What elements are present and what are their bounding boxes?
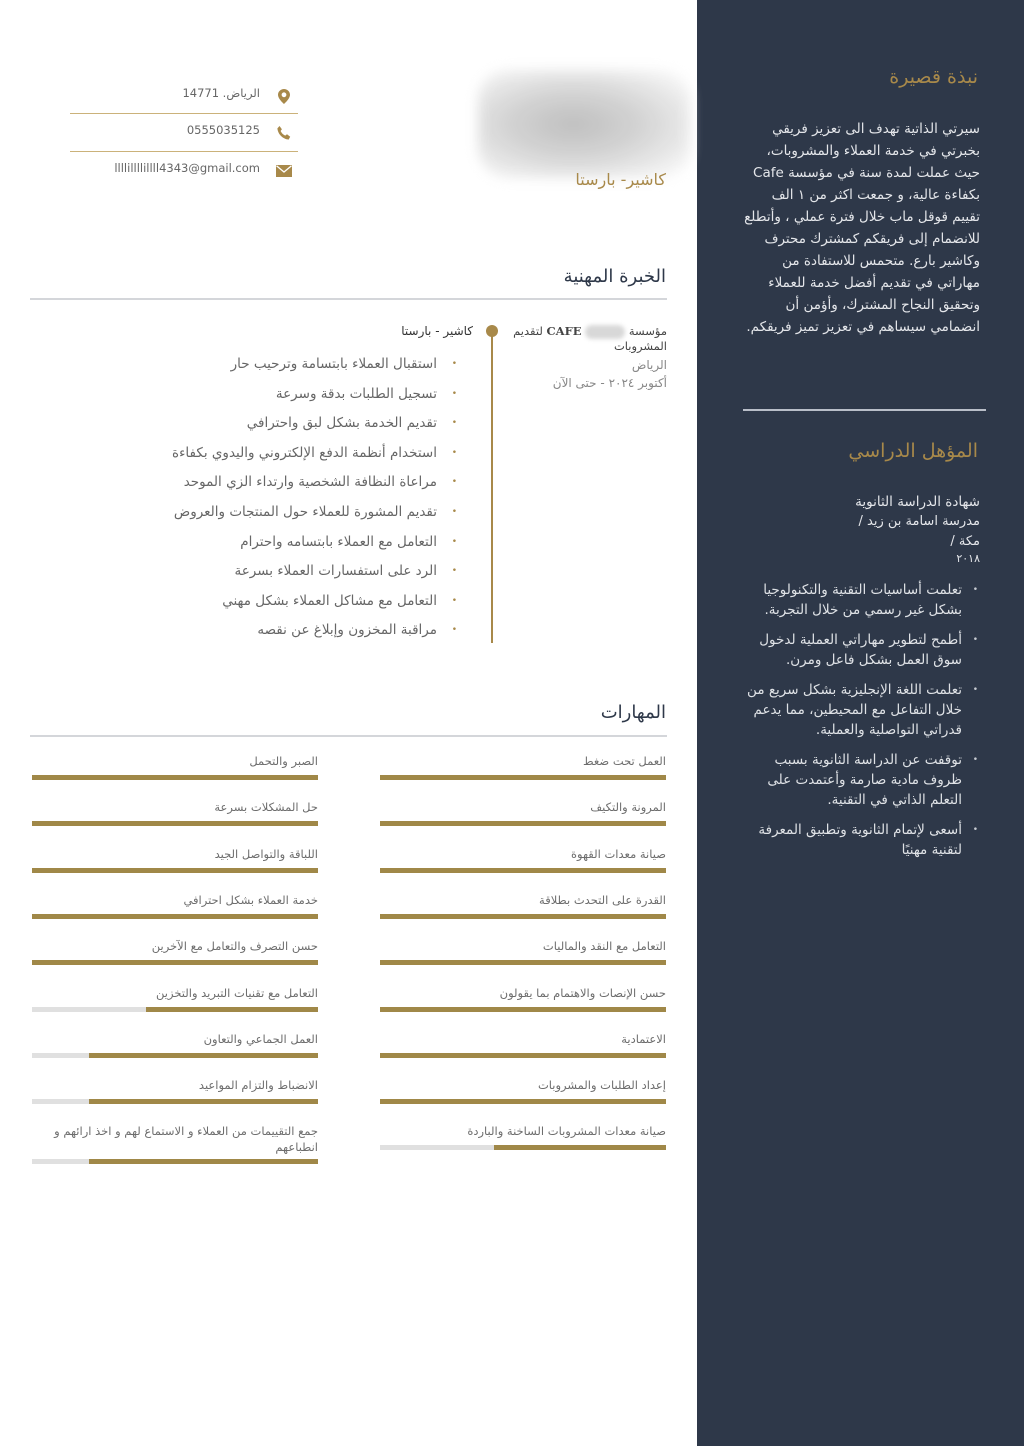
skill-label: حل المشكلات بسرعة — [214, 800, 318, 815]
skill-item — [32, 985, 318, 1001]
skill-bar — [380, 821, 666, 826]
location-text: الرياض. 14771 — [182, 86, 260, 100]
skill-item — [380, 1031, 666, 1047]
skill-bar-fill — [380, 1099, 666, 1104]
list-item: • استقبال العملاء بابتسامة وترحيب حار — [137, 350, 457, 380]
skill-bar-fill — [380, 775, 666, 780]
redacted-chip — [585, 325, 625, 339]
skill-bar — [380, 914, 666, 919]
skill-label: التعامل مع النقد والماليات — [542, 939, 666, 954]
skill-label: صيانة معدات المشروبات الساخنة والباردة — [467, 1124, 666, 1139]
skill-label: صيانة معدات القهوة — [571, 846, 666, 861]
list-item: • أطمح لتطوير مهاراتي العملية لدخول سوق العمل بشكل فاعل ومرن. — [744, 630, 980, 670]
job-date: أكتوبر ٢٠٢٤ - حتى الآن — [552, 376, 667, 390]
skill-bar-fill — [32, 821, 318, 826]
skill-bar — [380, 775, 666, 780]
skill-item — [32, 1077, 318, 1093]
skill-label: جمع التقييمات من العملاء و الاستماع لهم و اخذ ارائهم و انطباعهم — [54, 1124, 318, 1155]
skill-item — [380, 938, 666, 954]
phone-icon — [274, 123, 294, 143]
skill-item — [380, 1123, 666, 1139]
skill-item — [32, 938, 318, 954]
skill-bar-fill — [89, 1053, 318, 1058]
skill-item — [32, 1031, 318, 1047]
skill-label: إعداد الطلبات والمشروبات — [537, 1078, 666, 1093]
skill-item — [380, 985, 666, 1001]
education-details — [744, 492, 980, 566]
contact-phone — [70, 123, 298, 161]
list-item: • تعلمت أساسيات التقنية والتكنولوجيا بشكل غير رسمي من خلال التجربة. — [744, 580, 980, 620]
phone-text: 0555035125 — [186, 123, 260, 137]
skill-label: اللباقة والتواصل الجيد — [214, 846, 318, 861]
skill-bar-fill — [380, 868, 666, 873]
skill-item — [380, 753, 666, 769]
timeline-line — [491, 330, 493, 643]
skill-bar-fill — [89, 1159, 318, 1164]
list-item: • تعلمت اللغة الإنجليزية بشكل سريع من خلال التفاعل مع المحيطين، مما يدعم قدراتي التواصلية والعملية. — [744, 680, 980, 740]
summary-title: نبذة قصيرة — [889, 66, 978, 88]
skill-label: العمل الجماعي والتعاون — [203, 1031, 318, 1046]
skill-item — [380, 846, 666, 862]
skill-item — [380, 892, 666, 908]
skill-label: حسن التصرف والتعامل مع الآخرين — [151, 939, 318, 954]
skill-bar — [380, 960, 666, 965]
list-item: • التعامل مع مشاكل العملاء بشكل مهني — [137, 587, 457, 617]
skill-bar — [380, 1145, 666, 1150]
skill-label: حسن الإنصات والاهتمام بما يقولون — [499, 985, 666, 1000]
skill-item — [32, 753, 318, 769]
redacted-name — [478, 70, 690, 178]
skill-label: الانضباط والتزام المواعيد — [198, 1078, 318, 1093]
skill-bar-fill — [32, 914, 318, 919]
email-text: llllillllillll4343@gmail.com — [114, 161, 260, 175]
contact-divider — [70, 151, 298, 152]
skill-label: القدرة على التحدث بطلاقة — [539, 892, 666, 907]
contact-divider — [70, 113, 298, 114]
skill-label: التعامل مع تقنيات التبريد والتخزين — [156, 985, 318, 1000]
skill-bar-fill — [380, 960, 666, 965]
timeline-dot — [486, 325, 498, 337]
skill-bar-fill — [380, 1053, 666, 1058]
job-title: كاشير- بارستا — [575, 170, 666, 189]
skill-bar — [380, 1099, 666, 1104]
skill-bar — [32, 868, 318, 873]
skills-title: المهارات — [600, 702, 666, 723]
skill-label: الصبر والتحمل — [249, 754, 318, 768]
skill-item — [380, 1077, 666, 1093]
skill-bar — [32, 914, 318, 919]
skill-bar — [32, 821, 318, 826]
skill-bar — [32, 1053, 318, 1058]
skill-label: المرونة والتكيف — [590, 800, 666, 815]
section-divider — [30, 735, 667, 737]
education-title: المؤهل الدراسي — [848, 440, 978, 462]
company-suffix: لتقديم المشروبات — [513, 324, 667, 353]
list-item: • مراقبة المخزون وإبلاغ عن نقصه — [137, 616, 457, 646]
skill-bar-fill — [89, 1099, 318, 1104]
list-item: • الرد على استفسارات العملاء بسرعة — [137, 557, 457, 587]
skill-bar — [32, 775, 318, 780]
contact-location — [70, 86, 298, 124]
company-brand: CAFE — [546, 324, 582, 338]
list-item: • أسعى لإتمام الثانوية وتطبيق المعرفة لتقنية مهنيًا — [744, 820, 980, 860]
list-item: • توقفت عن الدراسة الثانوية بسبب ظروف مادية صارمة وأعتمدت على التعلم الذاتي في التقنية. — [744, 750, 980, 810]
contact-email — [70, 161, 298, 199]
skill-label: خدمة العملاء بشكل احترافي — [183, 892, 318, 907]
location-pin-icon — [274, 86, 294, 106]
skill-bar — [380, 868, 666, 873]
skill-bar-fill — [380, 1007, 666, 1012]
skill-bar — [32, 1007, 318, 1012]
education-year: ٢٠١٨ — [956, 552, 980, 565]
skill-bar-fill — [32, 960, 318, 965]
skill-label: الاعتمادية — [621, 1031, 666, 1046]
skill-bar — [32, 960, 318, 965]
education-city: مكة / — [950, 534, 980, 549]
list-item: • مراعاة النظافة الشخصية وارتداء الزي الموحد — [137, 468, 457, 498]
skill-bar-fill — [380, 821, 666, 826]
list-item: • التعامل مع العملاء بابتسامه واحترام — [137, 528, 457, 558]
duties-list — [137, 350, 457, 646]
skill-bar-fill — [494, 1145, 666, 1150]
education-points — [744, 580, 980, 870]
skill-item — [32, 892, 318, 908]
skill-item — [32, 1123, 318, 1155]
company-prefix: مؤسسة — [628, 324, 667, 338]
company-name — [505, 324, 667, 354]
skill-bar-fill — [380, 914, 666, 919]
skill-bar — [380, 1053, 666, 1058]
skill-item — [32, 846, 318, 862]
skill-bar-fill — [32, 775, 318, 780]
skill-label: العمل تحت ضغط — [582, 754, 666, 768]
education-degree: شهادة الدراسة الثانوية — [855, 494, 980, 510]
job-role: كاشير - بارستا — [401, 324, 473, 338]
skill-bar-fill — [146, 1007, 318, 1012]
skill-item — [32, 799, 318, 815]
job-location: الرياض — [631, 358, 667, 372]
list-item: • استخدام أنظمة الدفع الإلكتروني واليدوي بكفاءة — [137, 439, 457, 469]
list-item: • تقديم المشورة للعملاء حول المنتجات والعروض — [137, 498, 457, 528]
education-school: مدرسة اسامة بن زيد / — [858, 514, 980, 529]
skill-bar-fill — [32, 868, 318, 873]
skill-bar — [32, 1099, 318, 1104]
experience-title: الخبرة المهنية — [563, 266, 666, 287]
section-divider — [30, 298, 667, 300]
list-item: • تقديم الخدمة بشكل لبق واحترافي — [137, 409, 457, 439]
sidebar-divider — [743, 409, 986, 411]
skill-bar — [380, 1007, 666, 1012]
skill-item — [380, 799, 666, 815]
skill-bar — [32, 1159, 318, 1164]
summary-text: سيرتي الذاتية تهدف الى تعزيز فريقي بخبرتي في خدمة العملاء والمشروبات، حيث عملت لمدة سنة في مؤسسة Cafe بكفاءة عالية، و جمعت اكثر من ١ الف تقييم قوقل ماب خلال فترة عملي ، وأتطلع للانضمام إلى فريقكم كمشترك محترف وكاشير بارع. متحمس للاستفادة من مهاراتي في تقديم أفضل خدمة للعملاء وتحقيق النجاح المشترك، وأؤمن أن انضمامي سيساهم في تعزيز تميز فريقكم. — [744, 121, 980, 335]
list-item: • تسجيل الطلبات بدقة وسرعة — [137, 380, 457, 410]
mail-icon — [274, 161, 294, 181]
